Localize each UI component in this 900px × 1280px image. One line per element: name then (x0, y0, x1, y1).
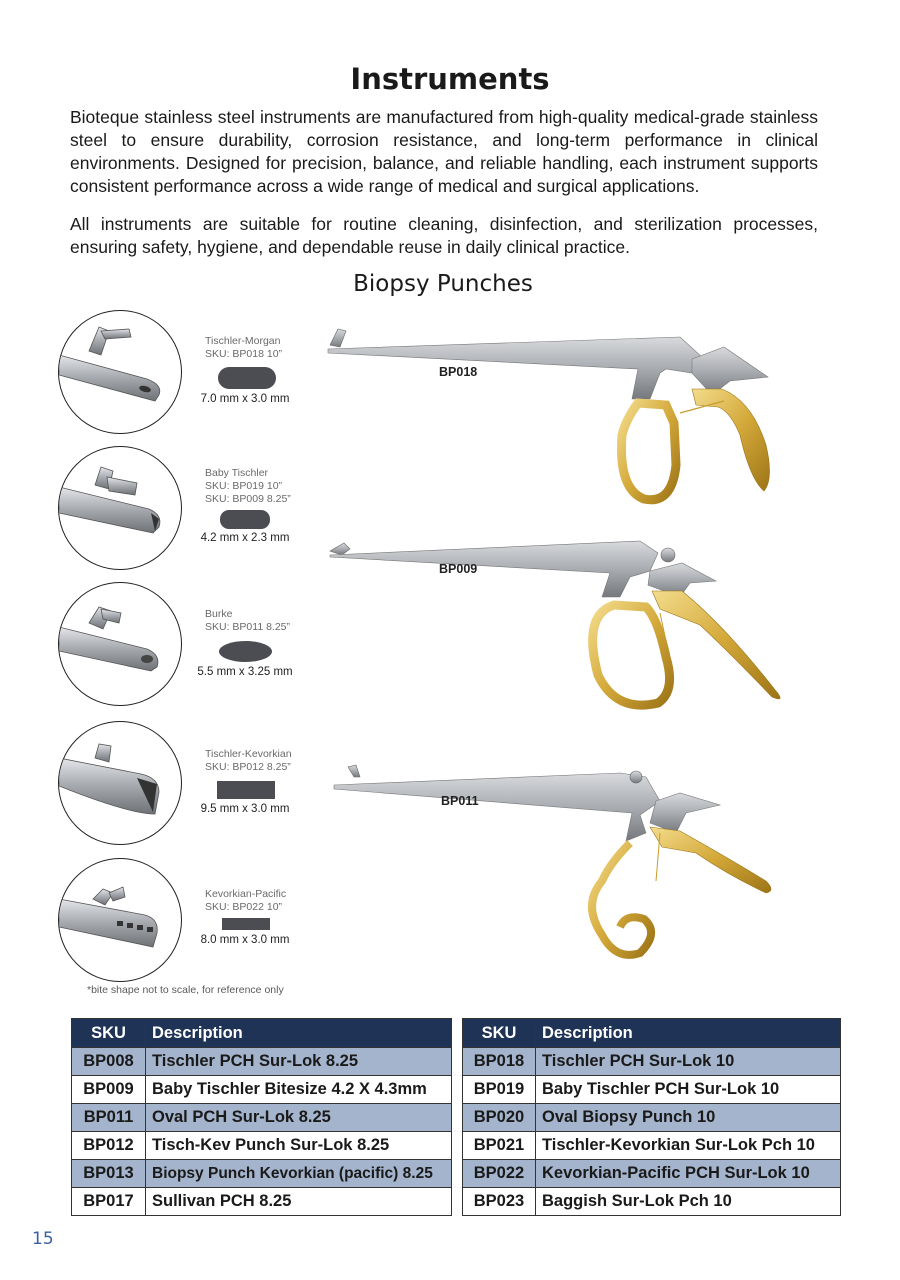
burke-tip-closeup-icon (58, 582, 182, 706)
description-cell: Oval Biopsy Punch 10 (536, 1104, 841, 1132)
table-row (72, 1104, 452, 1132)
baby-tischler-tip-closeup-icon (58, 446, 182, 570)
table-row (72, 1160, 452, 1188)
table-row (463, 1132, 841, 1160)
intro-paragraph-sterilization: All instruments are suitable for routine cleaning, disinfection, and sterilization processes, ensuring safety, hygiene, and dependable reuse in daily clinical practice. (70, 214, 818, 257)
tip-label-tischler-kevorkian (205, 748, 292, 774)
bite-shape-rounded-rectangle (220, 510, 270, 529)
sku-cell: BP012 (72, 1132, 146, 1160)
description-cell: Tisch-Kev Punch Sur-Lok 8.25 (146, 1132, 452, 1160)
tip-name: Baby Tischler (205, 467, 269, 479)
tip-label-baby-tischler (205, 467, 291, 506)
description-cell: Kevorkian-Pacific PCH Sur-Lok 10 (536, 1160, 841, 1188)
table-row (72, 1048, 452, 1076)
column-header-description: Description (146, 1019, 452, 1048)
tip-sku: SKU: BP018 10” (205, 348, 283, 360)
sku-cell: BP019 (463, 1076, 536, 1104)
sku-table-right (462, 1018, 841, 1216)
tip-name: Burke (205, 608, 233, 620)
tip-name: Tischler-Kevorkian (205, 748, 292, 760)
tip-label-tischler-morgan (205, 335, 282, 361)
table-row (72, 1188, 452, 1216)
sku-cell: BP018 (463, 1048, 536, 1076)
sku-cell: BP009 (72, 1076, 146, 1104)
disclaimer-note: *bite shape not to scale, for reference only (87, 984, 284, 996)
intro-paragraph: Bioteque stainless steel instruments are manufactured from high-quality medical-grade stainless steel to ensure durability, corrosion resistance, and long-term performance in clinical environments. Designed for precision, balance, and reliable handling, each instrument supports consistent performance across a wide range of medical and surgical applications. (70, 107, 818, 196)
sku-cell: BP021 (463, 1132, 536, 1160)
column-header-sku: SKU (72, 1019, 146, 1048)
sku-cell: BP008 (72, 1048, 146, 1076)
tip-sku: SKU: BP019 10” (205, 480, 283, 492)
description-cell: Tischler PCH Sur-Lok 8.25 (146, 1048, 452, 1076)
description-cell: Sullivan PCH 8.25 (146, 1188, 452, 1216)
table-row (72, 1132, 452, 1160)
sku-cell: BP022 (463, 1160, 536, 1188)
bite-shape-oval (219, 641, 272, 662)
sku-table-left (71, 1018, 452, 1216)
description-cell: Tischler-Kevorkian Sur-Lok Pch 10 (536, 1132, 841, 1160)
bite-shape-rounded-rectangle (218, 367, 276, 389)
table-row (72, 1076, 452, 1104)
sku-cell: BP023 (463, 1188, 536, 1216)
instrument-bp011-icon (334, 765, 771, 955)
column-header-description: Description (536, 1019, 841, 1048)
tip-label-kevorkian-pacific (205, 888, 286, 914)
description-cell: Biopsy Punch Kevorkian (pacific) 8.25 (146, 1160, 452, 1188)
biopsy-punch-instruments (320, 315, 800, 975)
table-row (463, 1160, 841, 1188)
tip-sku: SKU: BP009 8.25” (205, 493, 291, 505)
table-header-row (463, 1019, 841, 1048)
sku-cell: BP013 (72, 1160, 146, 1188)
table-row (463, 1104, 841, 1132)
sku-cell: BP020 (463, 1104, 536, 1132)
bite-dimension: 9.5 mm x 3.0 mm (200, 803, 290, 815)
bite-dimension: 5.5 mm x 3.25 mm (197, 666, 293, 678)
tischler-morgan-tip-closeup-icon (58, 310, 182, 434)
kevorkian-pacific-tip-closeup-icon (58, 858, 182, 982)
column-header-sku: SKU (463, 1019, 536, 1048)
bite-dimension: 4.2 mm x 2.3 mm (200, 532, 290, 544)
bite-dimension: 7.0 mm x 3.0 mm (200, 393, 290, 405)
table-row (463, 1048, 841, 1076)
tip-sku: SKU: BP022 10” (205, 901, 283, 913)
page-number: 15 (32, 1229, 54, 1249)
instrument-label-bp011: BP011 (441, 794, 479, 808)
instrument-bp018-icon (328, 329, 770, 500)
description-cell: Tischler PCH Sur-Lok 10 (536, 1048, 841, 1076)
tischler-kevorkian-tip-closeup-icon (58, 721, 182, 845)
sku-cell: BP011 (72, 1104, 146, 1132)
bite-shape-thin-rectangle (222, 918, 270, 930)
section-title: Biopsy Punches (353, 271, 533, 297)
instrument-label-bp009: BP009 (439, 562, 478, 576)
description-cell: Baby Tischler PCH Sur-Lok 10 (536, 1076, 841, 1104)
tip-label-burke (205, 608, 290, 634)
instrument-bp009-icon (330, 541, 780, 705)
bite-dimension: 8.0 mm x 3.0 mm (200, 934, 290, 946)
description-cell: Baby Tischler Bitesize 4.2 X 4.3mm (146, 1076, 452, 1104)
table-row (463, 1188, 841, 1216)
table-row (463, 1076, 841, 1104)
description-cell: Oval PCH Sur-Lok 8.25 (146, 1104, 452, 1132)
sku-cell: BP017 (72, 1188, 146, 1216)
tip-sku: SKU: BP012 8.25” (205, 761, 291, 773)
bite-shape-rectangle (217, 781, 275, 799)
tip-sku: SKU: BP011 8.25” (205, 621, 291, 633)
page-title: Instruments (350, 62, 550, 96)
tip-name: Kevorkian-Pacific (205, 888, 287, 900)
description-cell: Baggish Sur-Lok Pch 10 (536, 1188, 841, 1216)
table-header-row (72, 1019, 452, 1048)
tip-name: Tischler-Morgan (205, 335, 281, 347)
instrument-label-bp018: BP018 (439, 365, 478, 379)
